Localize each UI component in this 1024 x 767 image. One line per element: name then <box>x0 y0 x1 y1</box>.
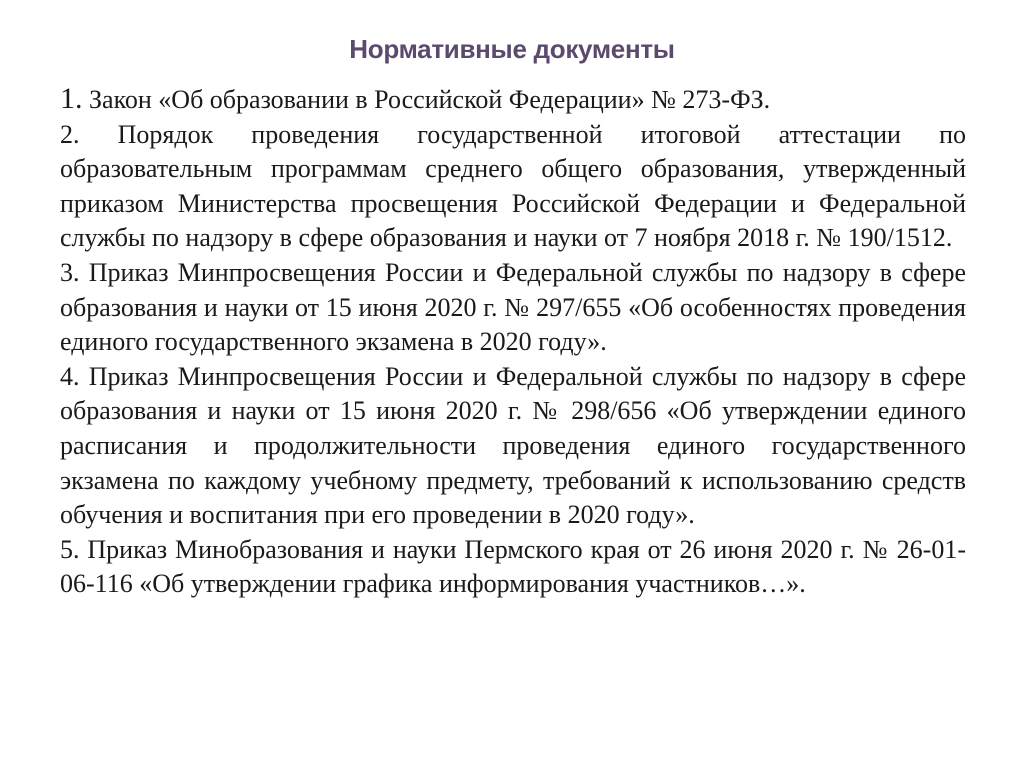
list-item-text: Приказ Минобразования и науки Пермского края от 26 июня 2020 г. № 26-01-06-116 «Об утверждении графика информирования участников…». <box>60 534 967 599</box>
list-item-text: Закон «Об образовании в Российской Федерации» № 273-ФЗ. <box>89 85 771 114</box>
list-item-number: 5. <box>60 534 80 564</box>
list-item-number: 3. <box>60 257 80 287</box>
list-item-text: Порядок проведения государственной итоговой аттестации по образовательным программам среднего общего образования, утвержденный приказом Министерства просвещения Российской Федерации и Федеральной службы по надзору в сфере образования и науки от 7 ноября 2018 г. № 190/1512. <box>60 119 966 253</box>
list-item <box>60 82 966 118</box>
list-item-number: 1. <box>60 82 83 115</box>
list-item <box>60 360 966 533</box>
list-item-number: 2. <box>60 119 80 149</box>
list-item-text: Приказ Минпросвещения России и Федеральной службы по надзору в сфере образования и науки от 15 июня 2020 г. № 297/655 «Об особенностях проведения единого государственного экзамена в 2020 году». <box>60 257 967 357</box>
list-item <box>60 533 966 602</box>
slide-title: Нормативные документы <box>349 34 675 64</box>
list-item-number: 4. <box>60 361 80 391</box>
list-item-text: Приказ Минпросвещения России и Федеральной службы по надзору в сфере образования и науки от 15 июня 2020 г. № 298/656 «Об утверждении единого расписания и продолжительности проведения единого государственного экзамена по каждому учебному предмету, требований к использованию средств обучения и воспитания при его проведении в 2020 году». <box>60 361 967 530</box>
document-list <box>60 82 966 602</box>
list-item <box>60 118 966 256</box>
list-item <box>60 256 966 360</box>
